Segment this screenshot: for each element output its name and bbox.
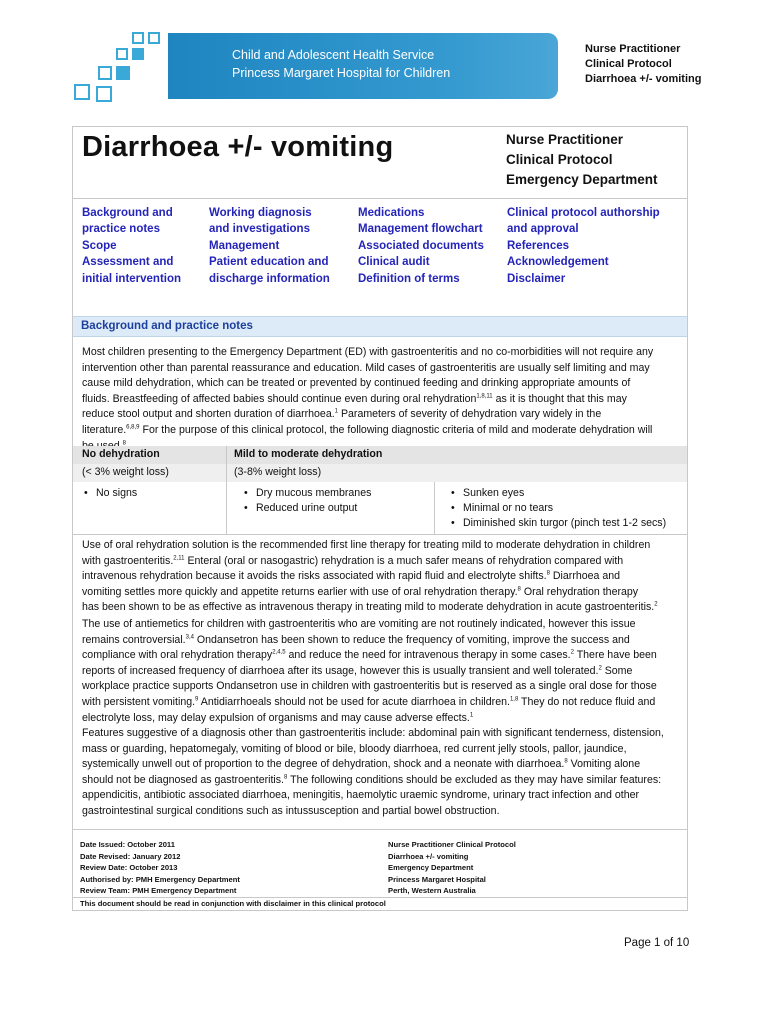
- title-divider: [72, 198, 688, 199]
- text-line: [82, 554, 680, 570]
- text-span: Some: [601, 664, 633, 677]
- text-span: with persistent vomiting.: [82, 695, 196, 708]
- citation: 8: [546, 570, 550, 577]
- date-revised: Date Revised: January 2012: [80, 851, 181, 861]
- text-span: Ondansetron has been shown to reduce the frequency of vomiting, improve the success and: [193, 633, 630, 646]
- review-team: Review Team: PMH Emergency Department: [80, 886, 237, 896]
- text-line: intervention other than parental reassurance and education. Mild cases of gastroenteritis are usually self limiting and may: [82, 361, 650, 374]
- footer-right-line: Emergency Department: [388, 863, 474, 873]
- table-divider: [434, 482, 435, 534]
- citation: 1,8: [509, 696, 519, 703]
- citation: 1,8,11: [476, 393, 493, 400]
- header-right-line3: Diarrhoea +/- vomiting: [585, 73, 702, 85]
- text-line: Use of oral rehydration solution is the recommended first line therapy for treating mild to moderate dehydration in children: [82, 539, 651, 551]
- review-date: Review Date: October 2013: [80, 863, 178, 873]
- header-right-line1: Nurse Practitioner: [585, 43, 681, 55]
- nav-link-associated-documents[interactable]: Associated documents: [358, 239, 484, 252]
- citation: 8: [517, 586, 521, 593]
- footer-right-line: Perth, Western Australia: [388, 886, 476, 896]
- text-span: Oral rehydration therapy: [520, 585, 639, 598]
- text-span: Vomiting alone: [567, 758, 641, 771]
- table-divider: [226, 446, 227, 534]
- nav-link-background-cont[interactable]: practice notes: [82, 223, 160, 236]
- text-span: fluids. Breastfeeding of affected babies should continue even during oral rehydration: [82, 392, 477, 405]
- text-span: electrolyte loss, may delay expulsion of organisms and may cause adverse effects.: [82, 711, 470, 724]
- table-weight-mild-moderate: (3-8% weight loss): [234, 466, 322, 478]
- citation: 2: [598, 665, 602, 672]
- text-span: They do not reduce fluid and: [518, 695, 656, 708]
- citation: 8: [564, 758, 568, 765]
- citation: 1: [334, 408, 339, 415]
- org-name-line1: Child and Adolescent Health Service: [232, 48, 435, 62]
- citation: 2,4,5: [272, 649, 286, 656]
- chs-logo: [74, 32, 164, 104]
- nav-link-medications[interactable]: Medications: [358, 207, 425, 219]
- text-line: [82, 664, 680, 680]
- header-right-line2: Clinical Protocol: [585, 58, 672, 70]
- paragraph-intro: [82, 345, 680, 454]
- text-span: and reduce the need for intravenous therapy in some cases.: [285, 649, 571, 662]
- citation: 8: [122, 440, 126, 447]
- text-span: has been shown to be as effective as intravenous therapy in treating mild to moderate dehydration in acute gastroenteritis.: [82, 601, 655, 614]
- table-weight-no-dehydration: (< 3% weight loss): [82, 466, 169, 478]
- title-right-line2: Clinical Protocol: [506, 152, 613, 167]
- footer-divider: [73, 897, 687, 898]
- table-divider: [73, 534, 687, 535]
- text-span: There have been: [573, 649, 657, 662]
- paragraph-antiemetics: [82, 617, 680, 726]
- text-span: should not be diagnosed as gastroenteritis.: [82, 773, 285, 786]
- org-name-line2: Princess Margaret Hospital for Children: [232, 66, 451, 80]
- text-span: as it is thought that this may: [492, 392, 627, 405]
- nav-link-scope[interactable]: Scope: [82, 239, 117, 252]
- list-item: • Diminished skin turgor (pinch test 1-2 secs): [451, 517, 667, 529]
- text-span: For the purpose of this clinical protocol, the following diagnostic criteria of mild and moderate dehydration will: [139, 423, 653, 436]
- text-span: Enteral (oral or nasogastric) rehydration is a much safer means of rehydration compared with: [184, 554, 624, 567]
- text-span: intravenous rehydration because it avoids the risks associated with rapid fluid and electrolyte shifts.: [82, 570, 547, 583]
- page-number: Page 1 of 10: [624, 937, 690, 949]
- nav-column-2: [209, 205, 330, 287]
- list-item: • Reduced urine output: [244, 502, 358, 514]
- text-line: [82, 711, 680, 727]
- org-banner: [168, 33, 558, 99]
- sign-text: No signs: [96, 487, 138, 499]
- sign-text: Reduced urine output: [256, 502, 358, 514]
- authorised-by: Authorised by: PMH Emergency Department: [80, 874, 240, 884]
- table-header-mild-moderate: Mild to moderate dehydration: [234, 448, 383, 460]
- text-span: vomiting settles more quickly and appetite returns earlier with use of oral rehydration therapy.: [82, 585, 518, 598]
- date-issued: Date Issued: October 2011: [80, 840, 175, 849]
- citation: 2,11: [173, 555, 185, 562]
- footer-right-line: Nurse Practitioner Clinical Protocol: [388, 840, 516, 849]
- footer-protocol-info: [388, 839, 516, 897]
- text-line: appendicitis, antibiotic associated diarrhoea, meningitis, haemolytic uraemic syndrome, urinary tract infection and other: [82, 789, 640, 802]
- text-line: [82, 695, 680, 711]
- citation: 6,8,9: [126, 424, 140, 431]
- paragraph-oral-rehydration: [82, 538, 680, 616]
- text-span: Antidiarrhoeals should not be used for acute diarrhoea in children.: [198, 695, 510, 708]
- table-header-no-dehydration: No dehydration: [82, 448, 160, 460]
- title-right-line3: Emergency Department: [506, 172, 658, 187]
- text-span: Diarrhoea and: [549, 570, 621, 583]
- title-protocol-info: [506, 130, 658, 190]
- nav-link-assessment[interactable]: Assessment and: [82, 256, 174, 269]
- page-title: Diarrhoea +/- vomiting: [82, 131, 394, 163]
- list-item: • Sunken eyes: [451, 487, 525, 499]
- nav-link-references[interactable]: References: [507, 239, 570, 252]
- footer-divider: [73, 829, 687, 830]
- citation: 2: [570, 649, 574, 656]
- text-span: systemically unwell out of proportion to the degree of dehydration, shock and a neonate with diarrhoea.: [82, 758, 565, 771]
- nav-link-clinical-audit[interactable]: Clinical audit: [358, 256, 430, 269]
- text-span: remains controversial.: [82, 633, 186, 646]
- nav-link-management[interactable]: Management: [209, 239, 280, 252]
- nav-link-acknowledgement[interactable]: Acknowledgement: [507, 256, 609, 269]
- citation: 8: [284, 774, 288, 781]
- nav-link-working-diagnosis-cont[interactable]: and investigations: [209, 223, 310, 236]
- text-line: workplace practice supports Ondansetron use in children with gastroenteritis but is reserved as a single oral dose for those: [82, 680, 657, 693]
- nav-link-assessment-cont[interactable]: initial intervention: [82, 272, 182, 285]
- sign-text: Dry mucous membranes: [256, 487, 372, 499]
- text-span: with gastroenteritis.: [82, 554, 174, 567]
- nav-link-patient-education-cont[interactable]: discharge information: [209, 272, 330, 285]
- citation: 1: [469, 712, 474, 719]
- list-item: • No signs: [84, 487, 138, 499]
- text-span: Parameters of severity of dehydration vary widely in the: [338, 408, 602, 421]
- text-line: cause mild dehydration, which can be treated or prevented by continued feeding and drinking appropriate amounts of: [82, 377, 631, 390]
- list-item: • Dry mucous membranes: [244, 487, 372, 499]
- text-line: Features suggestive of a diagnosis other than gastroenteritis include: abdominal pain with significant tenderness, distension,: [82, 727, 664, 739]
- nav-link-patient-education[interactable]: Patient education and: [209, 256, 329, 269]
- text-line: mass or guarding, hepatomegaly, vomiting of blood or bile, bloody diarrhoea, red current jelly stools, pallor, jaundice,: [82, 742, 627, 755]
- nav-column-1: [82, 205, 181, 287]
- citation: 9: [195, 696, 199, 703]
- dehydration-table-header: [73, 446, 687, 464]
- sign-text: Sunken eyes: [463, 487, 525, 499]
- text-span: literature.: [82, 423, 127, 436]
- text-span: The following conditions should be excluded as they may have similar features:: [287, 773, 662, 786]
- nav-link-disclaimer[interactable]: Disclaimer: [507, 272, 566, 285]
- nav-link-background[interactable]: Background and: [82, 207, 173, 219]
- text-line: The use of antiemetics for children with gastroenteritis who are vomiting are not routinely indicated, however this issue: [82, 618, 636, 630]
- nav-link-working-diagnosis[interactable]: Working diagnosis: [209, 207, 312, 219]
- nav-link-authorship[interactable]: Clinical protocol authorship: [507, 207, 660, 219]
- footer-dates: [80, 839, 240, 897]
- text-span: reports of increased frequency of diarrhoea after its usage, however this is usually transient and well tolerated.: [82, 664, 599, 677]
- nav-link-definition-of-terms[interactable]: Definition of terms: [358, 272, 460, 285]
- text-line: [82, 773, 680, 789]
- text-line: [82, 569, 680, 585]
- header-protocol-info: [585, 42, 701, 87]
- text-line: [82, 407, 680, 423]
- text-line: [82, 423, 680, 439]
- footer-right-line: Diarrhoea +/- vomiting: [388, 851, 469, 861]
- sign-text: Minimal or no tears: [463, 502, 554, 514]
- text-line: gastrointestinal surgical conditions such as intussusception and partial bowel obstruction.: [82, 804, 500, 817]
- nav-link-authorship-cont[interactable]: and approval: [507, 223, 579, 236]
- text-line: [82, 600, 680, 616]
- text-line: [82, 392, 680, 408]
- text-line: [82, 648, 680, 664]
- section-heading-background: Background and practice notes: [73, 316, 687, 337]
- text-span: compliance with oral rehydration therapy: [82, 649, 273, 662]
- footer-right-line: Princess Margaret Hospital: [388, 874, 486, 884]
- sign-text: Diminished skin turgor (pinch test 1-2 secs): [463, 517, 667, 529]
- citation: 3,4: [185, 634, 194, 641]
- text-line: Most children presenting to the Emergency Department (ED) with gastroenteritis and no co-morbidities will not require any: [82, 346, 654, 358]
- paragraph-differential: [82, 726, 680, 820]
- text-line: [82, 633, 680, 649]
- nav-column-4: [507, 205, 660, 287]
- text-line: [82, 585, 680, 601]
- list-item: • Minimal or no tears: [451, 502, 554, 514]
- dehydration-table-weight-row: [73, 464, 687, 482]
- nav-link-management-flowchart[interactable]: Management flowchart: [358, 223, 483, 236]
- citation: 2: [654, 601, 658, 608]
- nav-column-3: [358, 205, 484, 287]
- text-span: reduce stool output and shorten duration of diarrhoea.: [82, 408, 335, 421]
- footer-disclaimer-note: This document should be read in conjunction with disclaimer in this clinical protocol: [80, 899, 386, 908]
- title-right-line1: Nurse Practitioner: [506, 132, 624, 147]
- text-line: [82, 757, 680, 773]
